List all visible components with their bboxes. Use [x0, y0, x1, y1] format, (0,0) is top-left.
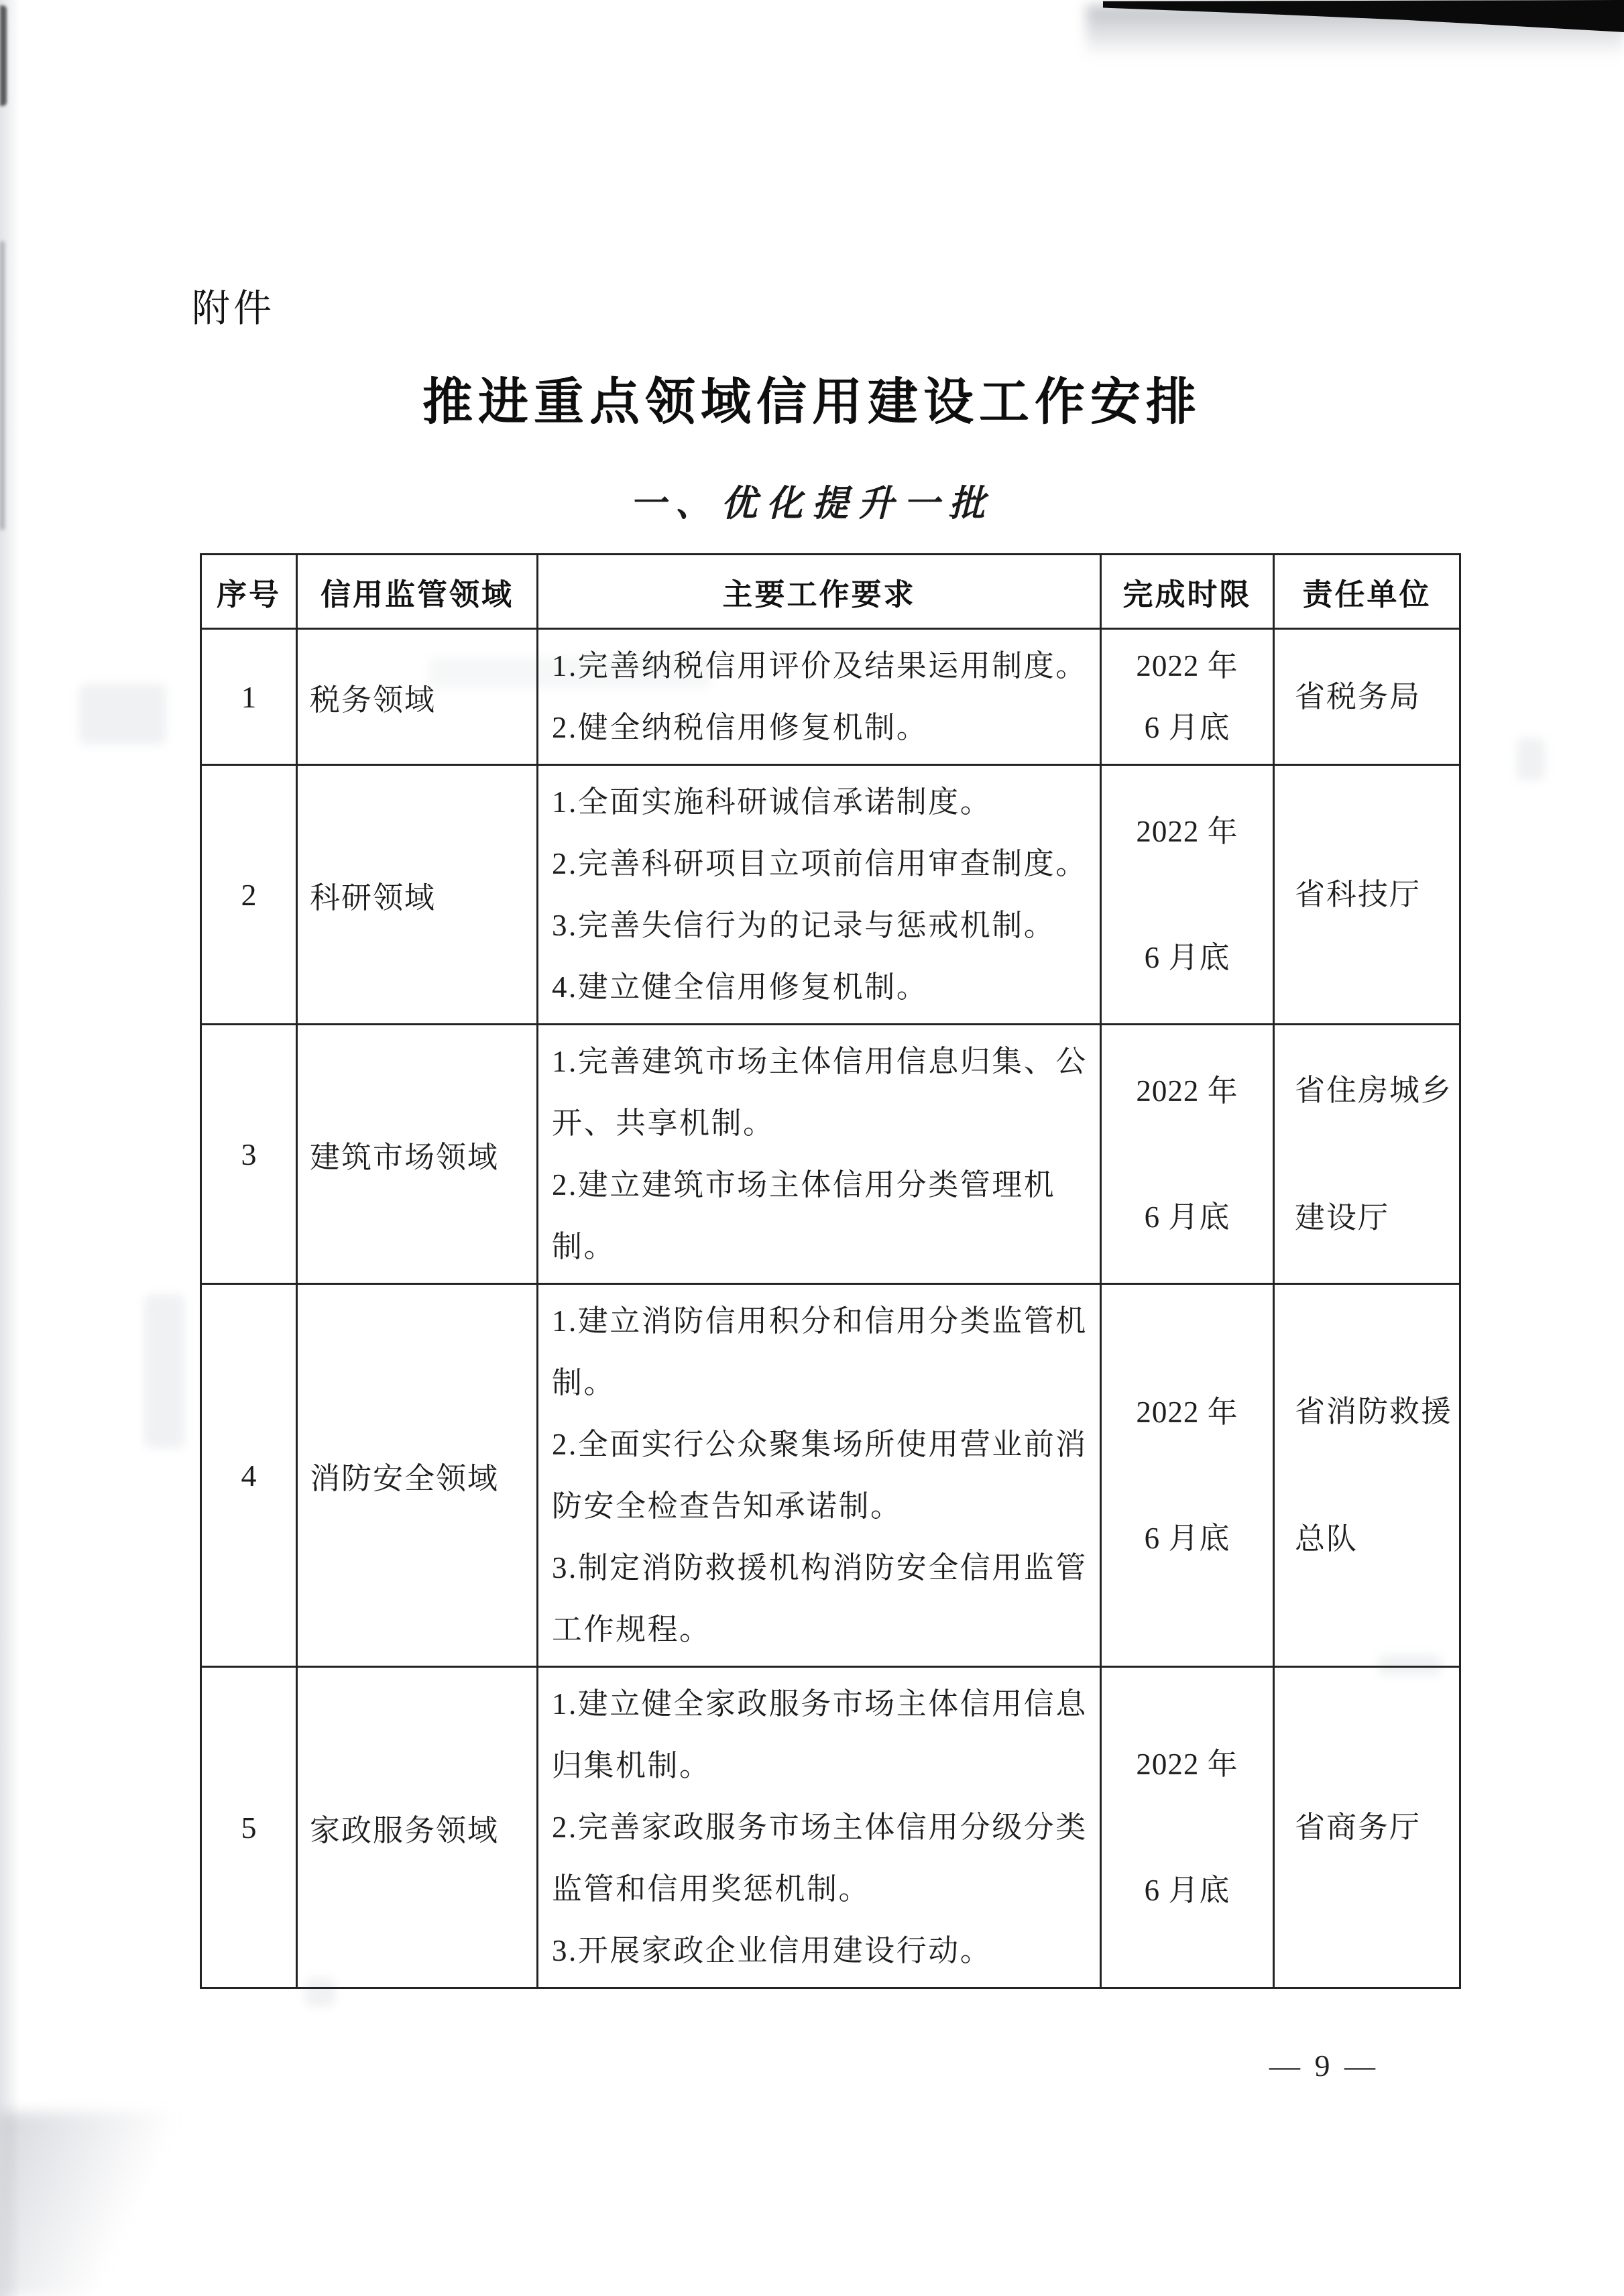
- unit-line: 省住房城乡: [1295, 1074, 1453, 1107]
- tasks-cell: [538, 1284, 1101, 1667]
- seq-cell: 5: [201, 1667, 297, 1988]
- unit-line: 省商务厅: [1295, 1811, 1422, 1844]
- table-row: [201, 1284, 1460, 1667]
- section-heading: 一、优化提升一批: [630, 483, 994, 524]
- column-header-unit: 责任单位: [1274, 555, 1460, 629]
- seq-cell: 4: [201, 1284, 297, 1667]
- table-row: [201, 1667, 1460, 1988]
- unit-line: 省消防救援: [1295, 1395, 1453, 1428]
- deadline-line: 2022 年: [1136, 1395, 1238, 1429]
- table-header-row: [201, 555, 1460, 629]
- scan-artifact-left-edge-mark: [0, 5, 7, 106]
- seq-cell: 1: [201, 629, 297, 765]
- attachment-label: 附件: [192, 287, 275, 330]
- column-header-field: 信用监管领域: [297, 555, 538, 629]
- task-item: 1.完善建筑市场主体信用信息归集、公开、共享机制。: [552, 1045, 1088, 1140]
- unit-cell: [1274, 1025, 1460, 1284]
- tasks-cell: [538, 1667, 1101, 1988]
- deadline-line: 6 月底: [1144, 1874, 1230, 1907]
- page-number: — 9 —: [1269, 2049, 1379, 2083]
- task-item: 3.制定消防救援机构消防安全信用监管工作规程。: [552, 1551, 1088, 1646]
- unit-cell: [1274, 765, 1460, 1025]
- table-row: [201, 629, 1460, 765]
- scan-artifact-bottom-left-shade: [0, 2112, 174, 2296]
- deadline-line: 6 月底: [1144, 941, 1230, 974]
- field-cell: 消防安全领域: [297, 1284, 538, 1667]
- deadline-line: 2022 年: [1136, 1074, 1238, 1108]
- deadline-line: 2022 年: [1136, 1747, 1238, 1781]
- unit-line: 建设厅: [1295, 1201, 1390, 1235]
- deadline-cell: [1101, 1284, 1274, 1667]
- page-title: 推进重点领域信用建设工作安排: [422, 375, 1202, 431]
- field-cell: 税务领域: [297, 629, 538, 765]
- tasks-cell: [538, 629, 1101, 765]
- scan-bleedthrough-mark: [144, 1294, 184, 1448]
- task-item: 2.全面实行公众聚集场所使用营业前消防安全检查告知承诺制。: [552, 1428, 1088, 1523]
- tasks-cell: [538, 1025, 1101, 1284]
- task-item: 3.完善失信行为的记录与惩戒机制。: [552, 909, 1056, 942]
- task-item: 2.健全纳税信用修复机制。: [552, 711, 929, 744]
- column-header-tasks: 主要工作要求: [538, 555, 1101, 629]
- task-item: 2.建立建筑市场主体信用分类管理机制。: [552, 1168, 1056, 1263]
- field-cell: 科研领域: [297, 765, 538, 1025]
- scan-bleedthrough-mark: [79, 684, 166, 744]
- unit-cell: [1274, 629, 1460, 765]
- task-item: 1.全面实施科研诚信承诺制度。: [552, 785, 992, 819]
- field-cell: 建筑市场领域: [297, 1025, 538, 1284]
- task-item: 1.完善纳税信用评价及结果运用制度。: [552, 649, 1088, 683]
- table-row: [201, 765, 1460, 1025]
- column-header-seq: 序号: [201, 555, 297, 629]
- deadline-cell: [1101, 1667, 1274, 1988]
- deadline-line: 6 月底: [1144, 1522, 1230, 1555]
- deadline-cell: [1101, 629, 1274, 765]
- seq-cell: 2: [201, 765, 297, 1025]
- deadline-cell: [1101, 765, 1274, 1025]
- unit-line: 省科技厅: [1295, 878, 1422, 911]
- unit-line: 总队: [1295, 1522, 1358, 1556]
- task-item: 4.建立健全信用修复机制。: [552, 970, 929, 1004]
- deadline-line: 6 月底: [1144, 711, 1230, 744]
- tasks-cell: [538, 765, 1101, 1025]
- table-row: [201, 1025, 1460, 1284]
- deadline-line: 2022 年: [1136, 649, 1238, 683]
- seq-cell: 3: [201, 1025, 297, 1284]
- task-item: 1.建立消防信用积分和信用分类监管机制。: [552, 1304, 1088, 1399]
- deadline-cell: [1101, 1025, 1274, 1284]
- unit-cell: [1274, 1667, 1460, 1988]
- task-item: 3.开展家政企业信用建设行动。: [552, 1934, 992, 1967]
- task-item: 1.建立健全家政服务市场主体信用信息归集机制。: [552, 1687, 1088, 1782]
- task-item: 2.完善科研项目立项前信用审查制度。: [552, 847, 1088, 880]
- work-arrangement-table: [200, 553, 1461, 1989]
- column-header-deadline: 完成时限: [1101, 555, 1274, 629]
- unit-cell: [1274, 1284, 1460, 1667]
- deadline-line: 6 月底: [1144, 1200, 1230, 1234]
- deadline-line: 2022 年: [1136, 815, 1238, 848]
- scan-bleedthrough-mark: [1517, 738, 1545, 781]
- unit-line: 省税务局: [1295, 680, 1422, 713]
- field-cell: 家政服务领域: [297, 1667, 538, 1988]
- task-item: 2.完善家政服务市场主体信用分级分类监管和信用奖惩机制。: [552, 1811, 1088, 1906]
